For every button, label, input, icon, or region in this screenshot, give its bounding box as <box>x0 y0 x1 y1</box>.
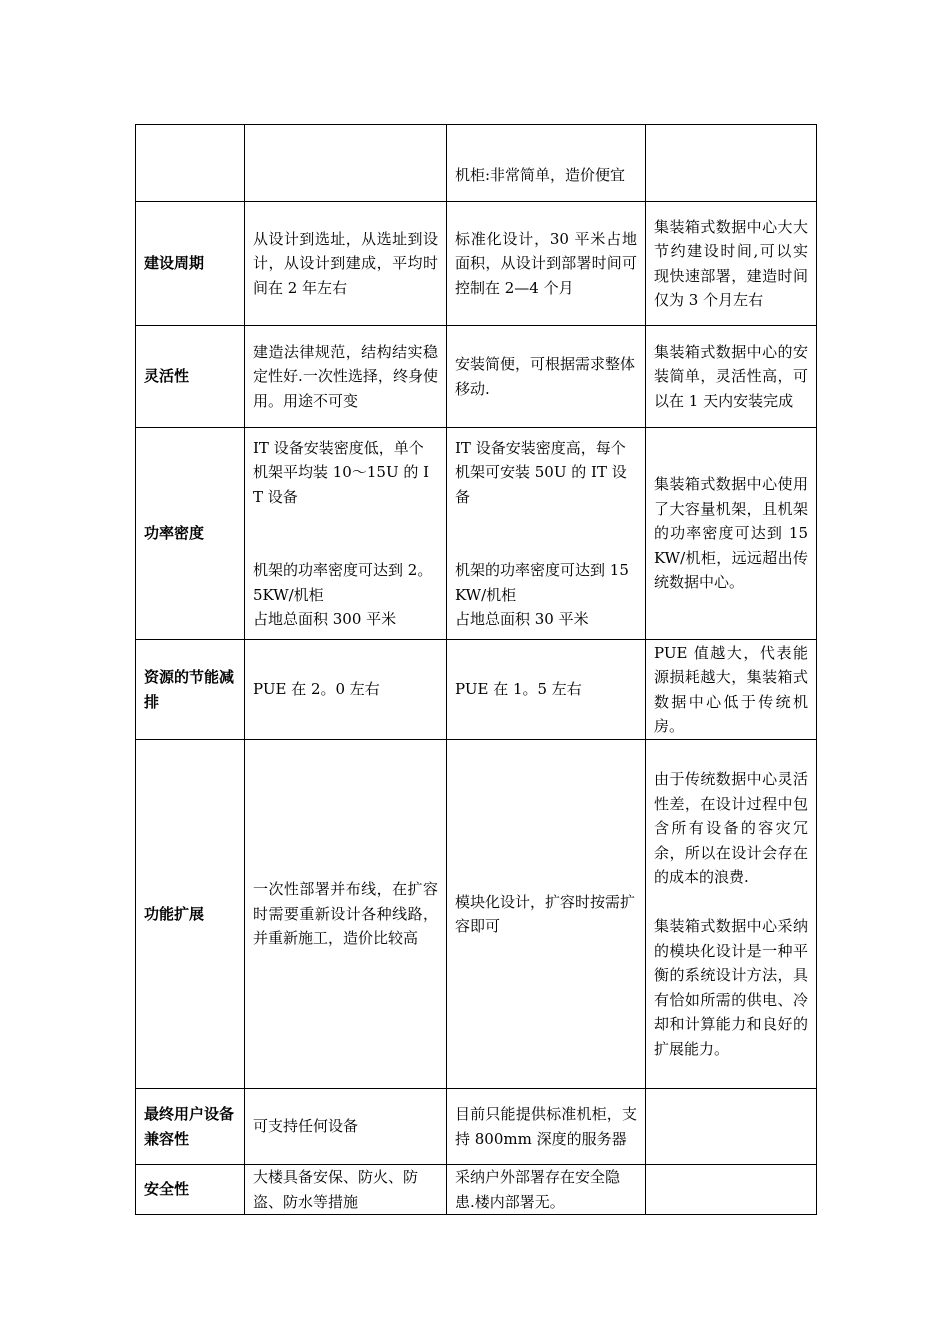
container-cell: 目前只能提供标准机柜，支持 800mm 深度的服务器 <box>447 1089 646 1165</box>
comment-cell: 由于传统数据中心灵活性差，在设计过程中包含所有设备的容灾冗余，所以在设计会存在的成本的浪费. 集装箱式数据中心采纳的模块化设计是一种平衡的系统设计方法，具有恰如所需的供电、冷却和计算能力和良好的扩展能力。 <box>646 740 817 1089</box>
traditional-cell: PUE 在 2。0 左右 <box>245 640 447 740</box>
table-row <box>136 1089 817 1165</box>
comment-cell <box>646 1089 817 1165</box>
table-row <box>136 428 817 640</box>
container-cell: 机柜:非常简单，造价便宜 <box>447 125 646 202</box>
table-row <box>136 740 817 1089</box>
comment-cell: 集装箱式数据中心大大节约建设时间,可以实现快速部署，建造时间仅为 3 个月左右 <box>646 202 817 326</box>
comparison-table <box>135 124 817 1215</box>
container-cell: 安装简便，可根据需求整体移动. <box>447 326 646 428</box>
table-row <box>136 125 817 202</box>
container-cell: 标准化设计，30 平米占地面积，从设计到部署时间可控制在 2—4 个月 <box>447 202 646 326</box>
table-row <box>136 202 817 326</box>
table-row <box>136 326 817 428</box>
traditional-cell: IT 设备安装密度低，单个机架平均装 10～15U 的 IT 设备 机架的功率密度可达到 2。5KW/机柜 占地总面积 300 平米 <box>245 428 447 640</box>
traditional-cell <box>245 125 447 202</box>
row-label: 功能扩展 <box>136 740 245 1089</box>
table-row <box>136 640 817 740</box>
row-label: 最终用户设备兼容性 <box>136 1089 245 1165</box>
row-label: 资源的节能减排 <box>136 640 245 740</box>
container-cell: PUE 在 1。5 左右 <box>447 640 646 740</box>
traditional-cell: 建造法律规范，结构结实稳定性好.一次性选择，终身使用。用途不可变 <box>245 326 447 428</box>
row-label: 功率密度 <box>136 428 245 640</box>
row-label: 灵活性 <box>136 326 245 428</box>
comment-cell <box>646 125 817 202</box>
container-cell: 采纳户外部署存在安全隐患.楼内部署无。 <box>447 1165 646 1215</box>
row-label: 安全性 <box>136 1165 245 1215</box>
container-cell: IT 设备安装密度高，每个机架可安装 50U 的 IT 设备 机架的功率密度可达到 15KW/机柜 占地总面积 30 平米 <box>447 428 646 640</box>
traditional-cell: 一次性部署并布线，在扩容时需要重新设计各种线路，并重新施工，造价比较高 <box>245 740 447 1089</box>
traditional-cell: 可支持任何设备 <box>245 1089 447 1165</box>
traditional-cell: 大楼具备安保、防火、防盗、防水等措施 <box>245 1165 447 1215</box>
comment-cell: 集装箱式数据中心使用了大容量机架，且机架的功率密度可达到 15KW/机柜，远远超出传统数据中心。 <box>646 428 817 640</box>
comment-cell: PUE 值越大，代表能源损耗越大，集装箱式数据中心低于传统机房。 <box>646 640 817 740</box>
table-row <box>136 1165 817 1215</box>
row-label <box>136 125 245 202</box>
row-label: 建设周期 <box>136 202 245 326</box>
traditional-cell: 从设计到选址，从选址到设计，从设计到建成，平均时间在 2 年左右 <box>245 202 447 326</box>
comment-cell <box>646 1165 817 1215</box>
comment-cell: 集装箱式数据中心的安装简单，灵活性高，可以在 1 天内安装完成 <box>646 326 817 428</box>
container-cell: 模块化设计，扩容时按需扩容即可 <box>447 740 646 1089</box>
